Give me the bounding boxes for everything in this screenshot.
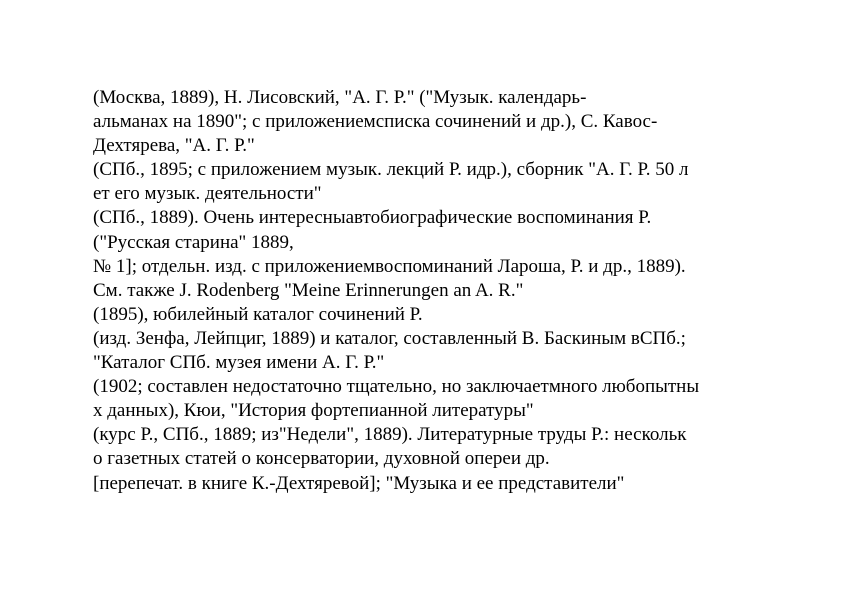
text-line: (1895), юбилейный каталог сочинений Р.: [93, 303, 423, 325]
text-line: Дехтярева, "А. Г. Р.": [93, 135, 255, 157]
text-line: альманах на 1890"; с приложениемсписка сочинений и др.), С. Кавос-: [93, 111, 658, 133]
text-line: (1902; составлен недостаточно тщательно, но заключаетмного любопытны: [93, 376, 700, 398]
text-line: о газетных статей о консерватории, духовной опереи др.: [93, 448, 550, 470]
text-line: "Каталог СПб. музея имени А. Г. Р.": [93, 352, 385, 374]
text-line: См. также J. Rodenberg "Meine Erinnerungen an A. R.": [93, 279, 524, 301]
text-line: (СПб., 1889). Очень интересныавтобиографические воспоминания Р.: [93, 207, 652, 229]
text-line: № 1]; отдельн. изд. с приложениемвоспоминаний Лароша, Р. и др., 1889).: [93, 255, 686, 277]
text-line: (изд. Зенфа, Лейпциг, 1889) и каталог, составленный В. Баскиным вСПб.;: [93, 327, 686, 349]
text-line: (Москва, 1889), Н. Лисовский, "А. Г. Р." ("Музык. календарь-: [93, 87, 587, 108]
text-line: (курс Р., СПб., 1889; из"Недели", 1889). Литературные труды Р.: нескольк: [93, 424, 687, 446]
document-text: [93, 86, 813, 496]
text-line: х данных), Кюи, "История фортепианной литературы": [93, 400, 534, 422]
text-line: (СПб., 1895; с приложением музык. лекций Р. идр.), сборник "А. Г. Р. 50 л: [93, 159, 689, 181]
text-line: [перепечат. в книге К.-Дехтяревой]; "Музыка и ее представители": [93, 472, 625, 494]
text-line: ет его музык. деятельности": [93, 183, 322, 205]
text-line: ("Русская старина" 1889,: [93, 231, 294, 253]
